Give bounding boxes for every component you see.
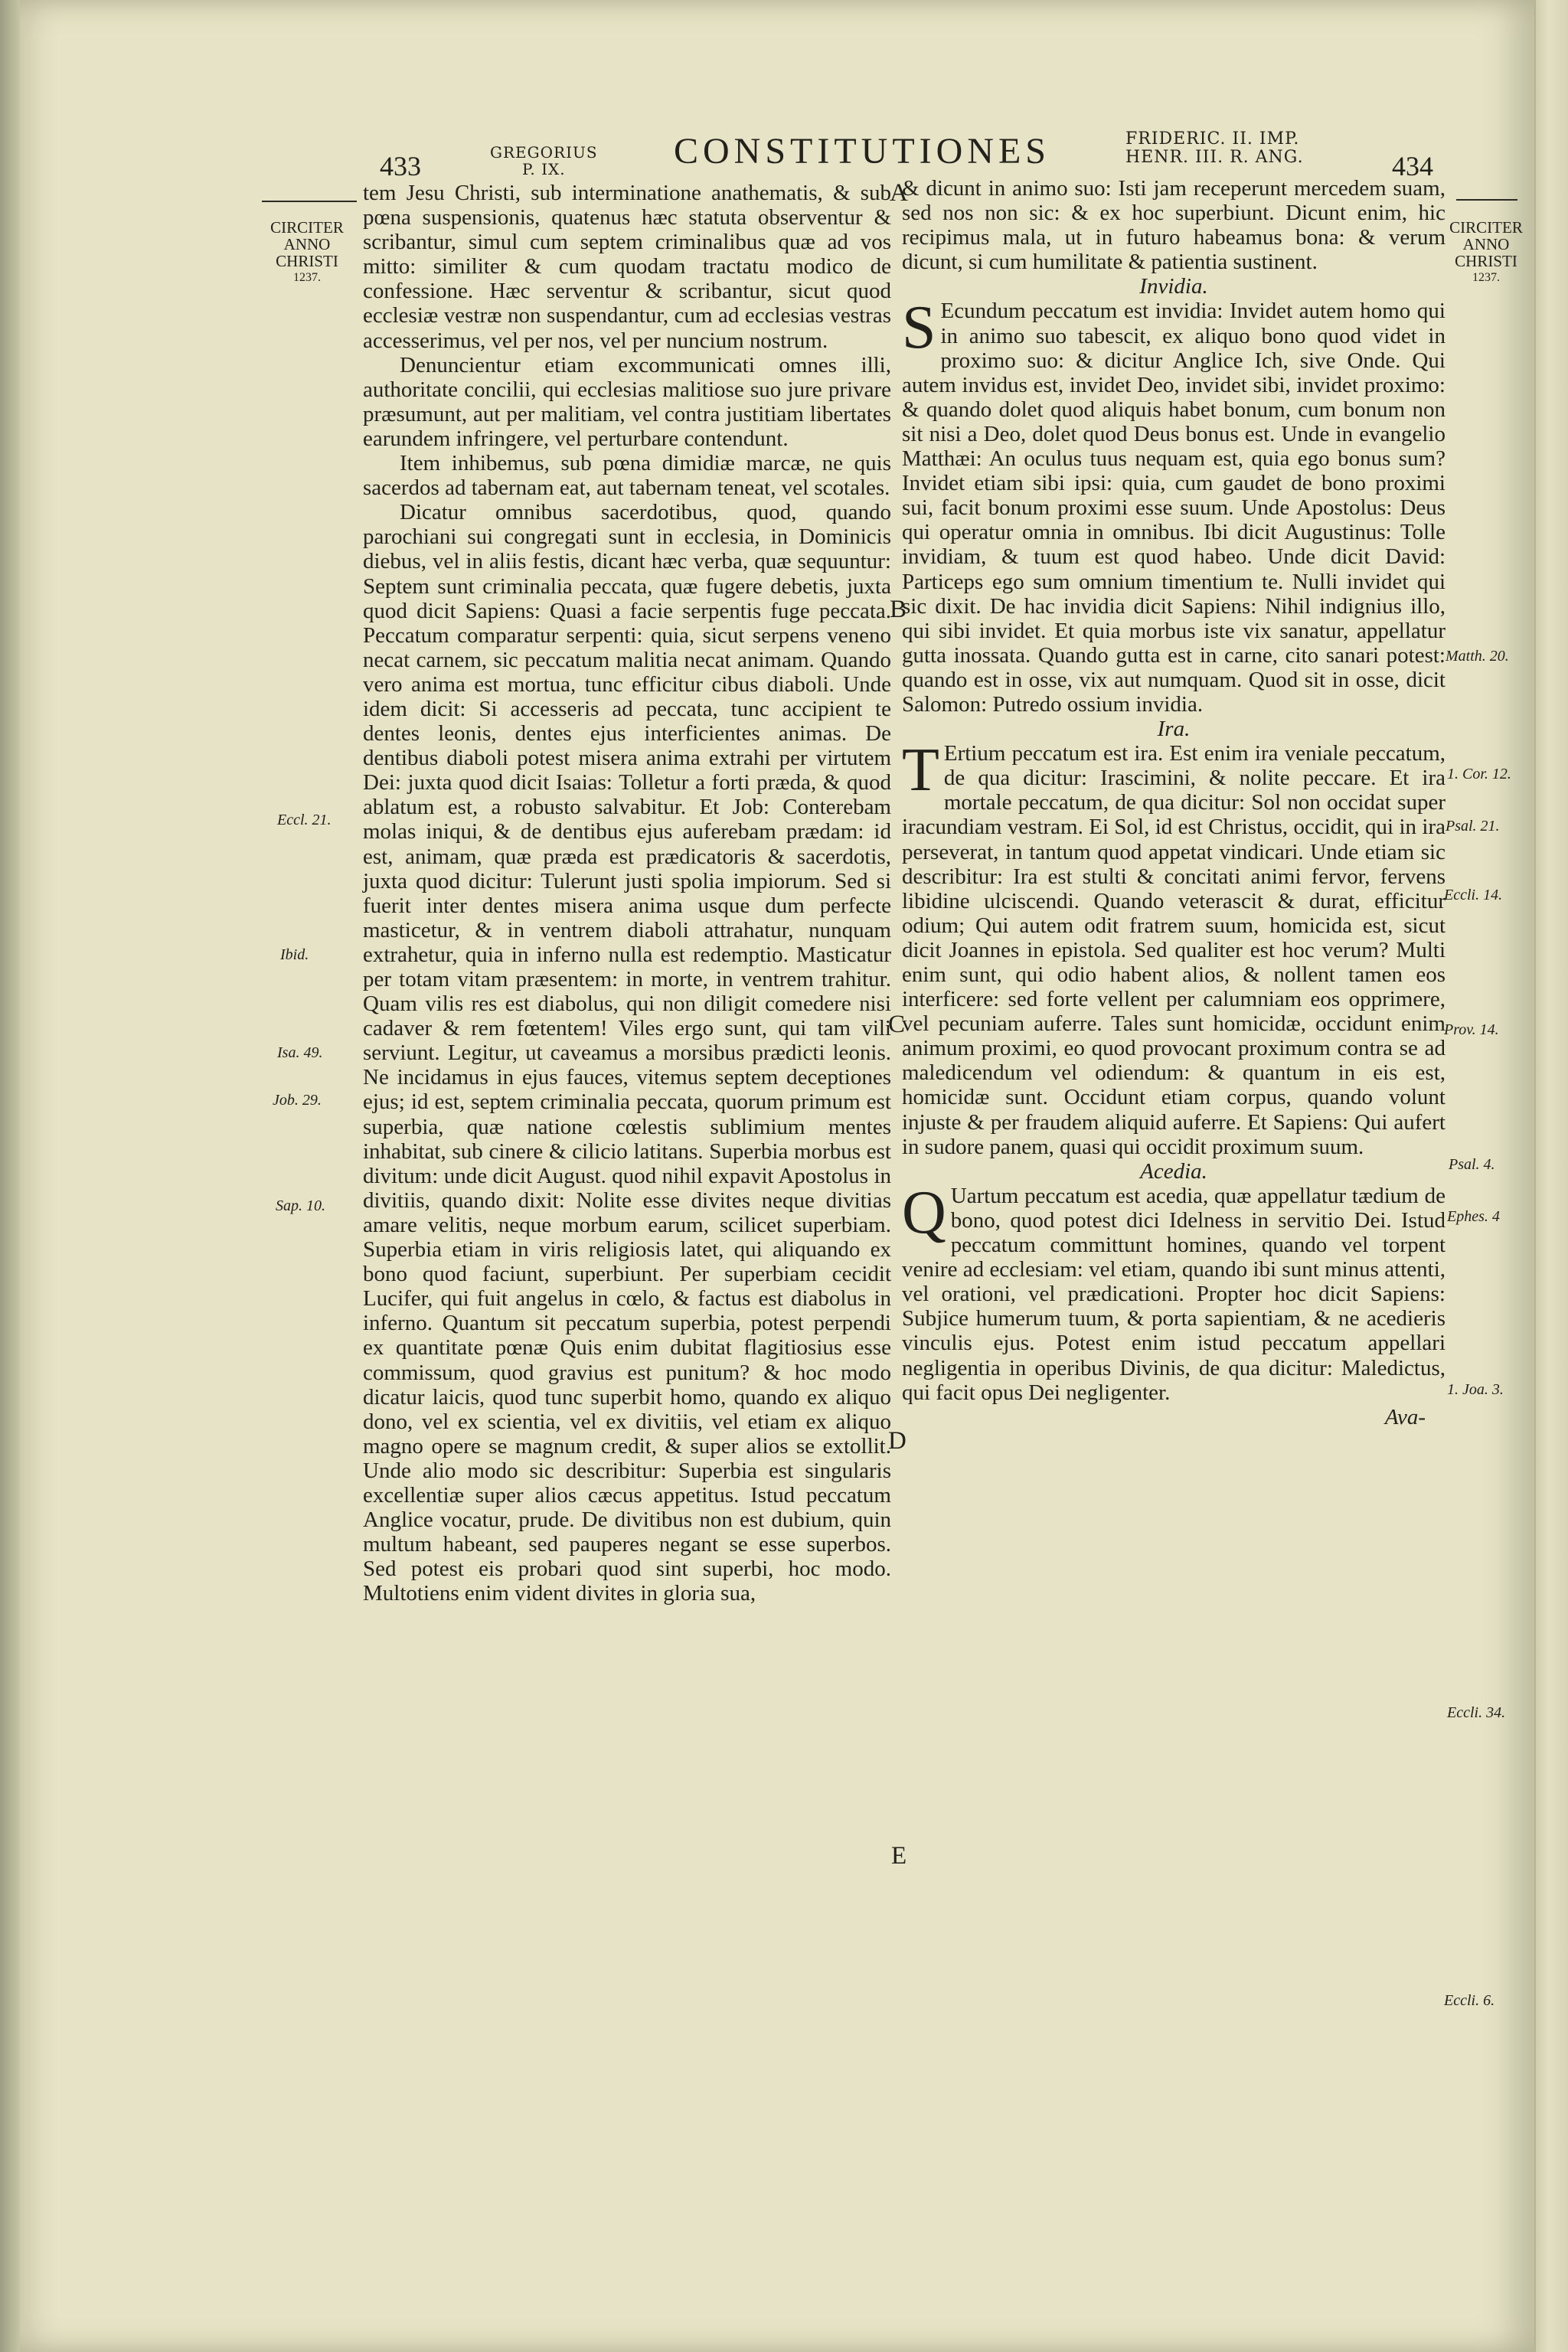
running-head-right-line2: HENR. III. R. ANG. (1125, 148, 1304, 167)
book-gutter-left (0, 0, 20, 2352)
margin-ref-job-29: Job. 29. (273, 1092, 322, 1109)
invidia-text: Ecundum peccatum est invidia: Invidet autem homo qui in animo suo tabescit, ex aliquo bono quod videt in proximo suo: & dicitur Anglice Ich, sive Onde. Qui autem invidus est, invidet Deo, invidet sibi, invidet proximo: & quando dolet quod aliquis habet bonum, cum bonum non sit nisi a Deo, dolet quod Deus bonus est. Unde in evangelio Matthæi: An oculus tuus nequam est, quia ego bonus sum? Invidet etiam sibi ipsi: quia, cum gaudet de bono proximi sui, facit bonum proximi esse suum. Unde Apostolus: Deus qui operatur omnia in omnibus. Ibi dicit Augustinus: Tolle invidiam, & tuum est quod habeo. Unde dicit David: Particeps ego sum omnium timentium te. Nulli invidet qui sic dixit. De hac invidia dicit Sapiens: Nihil indignius illo, qui sibi invidet. Et quia morbus iste vix sanatur, appellatur gutta inossata. Quando gutta est in carne, cito sanari potest: quando est in osse, vix aut numquam. Quod sit in osse, dicit Salomon: Putredo ossium invidia. (902, 299, 1446, 717)
drop-cap-t: T (902, 737, 939, 805)
running-head-right-line1: FRIDERIC. II. IMP. (1125, 129, 1300, 149)
left-paragraph-1: tem Jesu Christi, sub interminatione anathematis, & sub pœna suspensionis, quatenus hæc statuta observentur & scribantur, simul cum septem criminalibus quæ ad vos mitto: similiter & cum quodam tractatu modico de confessione. Hæc serventur & scribantur, sicut quod ecclesiæ vestræ non suspendantur, cum ad ecclesias vestras accesserimus, vel per nos, vel per nuncium nostrum. (363, 181, 891, 353)
page-number-right: 434 (1392, 151, 1433, 181)
side-heading-left-line2: ANNO (283, 235, 331, 253)
side-heading-right-year: 1237. (1472, 271, 1500, 284)
section-letter-a: A (890, 179, 908, 207)
ira-paragraph (902, 737, 1446, 1159)
ira-text: Ertium peccatum est ira. Est enim ira veniale peccatum, de qua dicitur: Irascimini, & nolite peccare. Et ira mortale peccatum, de qua dicitur: Sol non occidat super iracundiam vestram. Ei Sol, id est Christus, occidit, qui in ira perseverat, in tantum quod appetat vindicari. Unde etiam sic describitur: Ira est stulti & concitati animi fervor, fervens libidine ulciscendi. Quando veterascit & durat, efficitur odium; Qui autem odit fratrem suum, homicida est, sicut dicit Joannes in epistola. Sed qualiter est hoc verum? Multi enim sunt, qui odio habent alios, & nollent tamen eos interficere: sed forte vellent per calumniam eos opprimere, vel pecuniam auferre. Tales sunt homicidæ, occidunt enim animum proximi, eo quod provocant proximum contra se ad maledicendum vel odiendum: & quantum in eis est, homicidæ sunt. Occidunt etiam corpus, quando volunt injuste & per fraudem aliquid auferre. Et Sapiens: Qui aufert in sudore panem, quasi qui occidit proximum suum. (902, 741, 1446, 1159)
margin-ref-eccl-34: Eccli. 34. (1447, 1704, 1506, 1721)
side-heading-right-line2: ANNO (1462, 235, 1510, 253)
margin-ref-prov-14: Prov. 14. (1444, 1021, 1499, 1038)
margin-ref-ibid: Ibid. (280, 946, 309, 963)
heading-invidia: Invidia. (1139, 274, 1208, 299)
right-column (902, 176, 1446, 1429)
margin-ref-1-cor-12: 1. Cor. 12. (1447, 766, 1511, 782)
margin-ref-psal-21: Psal. 21. (1446, 818, 1500, 835)
margin-ref-eccli-6: Eccli. 6. (1444, 1992, 1495, 2009)
side-heading-right-line3: CHRISTI (1455, 252, 1517, 270)
section-letter-c: C (888, 1011, 906, 1038)
page-number-left: 433 (380, 151, 421, 181)
left-paragraph-2: Denuncientur etiam excommunicati omnes illi, authoritate concilii, qui ecclesias malitiose suo jure privare præsumunt, aut per malitiam, vel contra justitiam libertates earundem infringere, vel perturbare contendunt. (363, 352, 891, 451)
running-head-left (490, 144, 598, 178)
margin-ref-1-joa-3: 1. Joa. 3. (1447, 1381, 1504, 1398)
side-heading-right-line1: CIRCITER (1449, 218, 1523, 237)
margin-ref-psal-4: Psal. 4. (1449, 1156, 1495, 1173)
rule-left (262, 201, 357, 202)
page-title: CONSTITUTIONES (674, 131, 1050, 172)
drop-cap-s: S (902, 294, 936, 362)
rule-right (1456, 199, 1517, 201)
catchword: Ava- (1384, 1404, 1426, 1429)
section-letter-e: E (891, 1842, 907, 1870)
side-heading-right (1444, 219, 1528, 286)
side-heading-left-line1: CIRCITER (270, 218, 344, 237)
section-letter-b: B (890, 596, 907, 623)
heading-acedia: Acedia. (1140, 1158, 1207, 1184)
side-heading-left-year: 1237. (293, 271, 321, 284)
margin-ref-matth-20: Matth. 20. (1446, 648, 1509, 665)
heading-ira: Ira. (1157, 717, 1191, 742)
side-heading-left (257, 219, 357, 286)
right-paragraph-1: & dicunt in animo suo: Isti jam receperunt mercedem suam, sed nos non sic: & ex hoc superbiunt. Dicunt enim, hic recipimus mala, ut in futuro habeamus bona: & verum dicunt, si cum humilitate & patientia sustinent. (902, 176, 1446, 275)
left-paragraph-3: Item inhibemus, sub pœna dimidiæ marcæ, ne quis sacerdos ad tabernam eat, aut tabernam teneat, vel scotales. (363, 451, 891, 501)
invidia-paragraph (902, 294, 1446, 717)
margin-ref-isa-49: Isa. 49. (277, 1044, 323, 1061)
acedia-text: Uartum peccatum est acedia, quæ appellatur tædium de bono, quod potest dici Idelness in servitio Dei. Istud peccatum committunt homines, quando vel torpent venire ad ecclesiam: vel etiam, quando ibi sunt minus attenti, vel orationi, vel prædicationi. Propter hoc dicit Sapiens: Subjice humerum tuum, & porta sapientiam, & ne acedieris vinculis ejus. Potest enim istud peccatum appellari negligentia in operibus Divinis, de qua dicitur: Maledictus, qui facit opus Dei negligenter. (902, 1183, 1446, 1405)
running-head-right (1125, 130, 1304, 167)
running-head-left-line1: GREGORIUS (490, 143, 598, 162)
next-page-edge (1534, 0, 1568, 2352)
left-column (363, 181, 891, 1606)
drop-cap-q: Q (902, 1178, 946, 1246)
left-paragraph-4: Dicatur omnibus sacerdotibus, quod, quando parochiani sui congregati sunt in ecclesia, in Dominicis diebus, vel in aliis festis, dicant hæc verba, quæ sequuntur: Septem sunt criminalia peccata, quæ fugere debetis, juxta quod dicit Sapiens: Quasi a facie serpentis fuge peccata. Peccatum comparatur serpenti: quia, sicut serpens veneno necat carnem, sic peccatum malitia necat animam. Quando vero anima est mortua, tunc efficitur cibus diaboli. Unde idem dicit: Si accesseris ad peccata, tunc accipient te dentes leonis, dentes ejus interficientes animas. De dentibus diaboli potest misera anima extrahi per virtutem Dei: juxta quod dicit Isaias: Tolletur a forti præda, & quod ablatum est, a robusto salvabitur. Et Job: Conterebam molas iniqui, & de dentibus ejus auferebam prædam: id est, animam, quæ præda est prædicatoris & sacerdotis, juxta quod dicitur: Tulerunt justi spolia impiorum. Sed si fuerit inter dentes misera anima usque dum perfecte masticetur, & in ventrem diaboli attrahatur, nunquam extrahetur, quia in inferno nulla est redemptio. Masticatur per totam vitam præsentem: in morte, in ventrem trahitur. Quam vilis res est diabolus, qui non diligit comedere nisi cadaver & rem fœtentem! Viles ergo sunt, qui tam vili serviunt. Legitur, ut caveamus a morsibus prædicti leonis. Ne incidamus in ejus fauces, vitemus septem deceptiones ejus; id est, septem criminalia peccata, quorum primum est superbia, quæ natione cœlestis sublimium mentes inhabitat, sub cinere & cilicio latitans. Superbia morbus est divitum: unde dicit August. quod nihil expavit Apostolus in divitiis, quando dixit: Nolite esse divites neque divitias amare velitis, neque morbum earum, scilicet superbiam. Superbia etiam in viris religiosis latet, qui aliquando ex bono quod faciunt, superbiunt. Per superbiam cecidit Lucifer, qui fuit angelus in cœlo, & factus est diabolus in inferno. Quantum sit peccatum superbia, potest perpendi ex quantitate pœnæ Quis enim dubitat flagitiosius esse commissum, quod gravius est punitum? & hoc modo dicatur laicis, quod tunc superbit homo, quando ex aliquo dono, vel ex scientia, vel ex divitiis, vel etiam ex aliquo magno opere se magnum credit, & super alios se extollit. Unde alio modo sic describitur: Superbia est singularis excellentiæ super alios cæcus appetitus. Istud peccatum Anglice vocatur, prude. De divitibus non est dubium, quin multum habeant, sed pauperes negant se esse superbos. Sed potest eis probari quod sint superbi, hoc modo. Multotiens enim vident divites in gloria sua, (363, 500, 891, 1606)
side-heading-left-line3: CHRISTI (276, 252, 338, 270)
running-head-left-line2: P. IX. (521, 160, 566, 178)
margin-ref-eccli-14: Eccli. 14. (1444, 887, 1503, 903)
section-letter-d: D (888, 1427, 906, 1455)
acedia-paragraph (902, 1178, 1446, 1405)
margin-ref-eccl-21: Eccl. 21. (277, 812, 332, 828)
margin-ref-sap-10: Sap. 10. (276, 1197, 325, 1214)
margin-ref-ephes-4: Ephes. 4 (1447, 1208, 1500, 1225)
